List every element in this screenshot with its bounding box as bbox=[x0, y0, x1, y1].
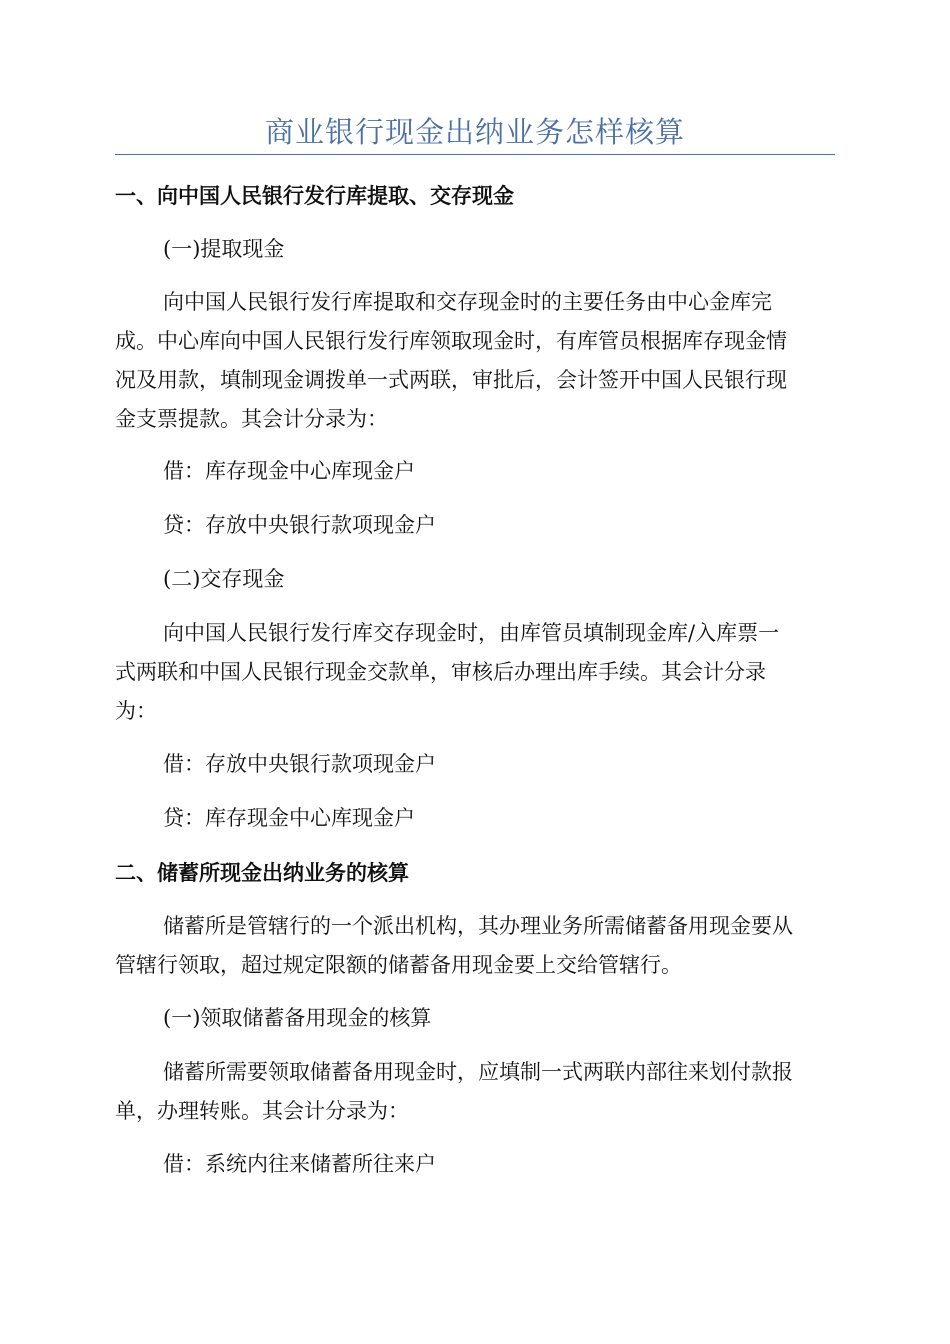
paragraph-line: 为： bbox=[115, 699, 157, 723]
paragraph-line: 储蓄所需要领取储蓄备用现金时，应填制一式两联内部往来划付款报 bbox=[163, 1060, 793, 1084]
subsection-heading: (二)交存现金 bbox=[163, 567, 285, 591]
title-underline bbox=[115, 154, 835, 155]
paragraph-line: 况及用款，填制现金调拨单一式两联，审批后，会计签开中国人民银行现 bbox=[115, 368, 787, 392]
paragraph-line: 储蓄所是管辖行的一个派出机构，其办理业务所需储蓄备用现金要从 bbox=[163, 914, 793, 938]
journal-entry-debit: 借：系统内往来储蓄所往来户 bbox=[163, 1152, 436, 1176]
journal-entry-credit: 贷：库存现金中心库现金户 bbox=[163, 806, 415, 830]
journal-entry-debit: 借：库存现金中心库现金户 bbox=[163, 459, 415, 483]
paragraph-line: 成。中心库向中国人民银行发行库领取现金时，有库管员根据库存现金情 bbox=[115, 329, 787, 353]
paragraph-line: 式两联和中国人民银行现金交款单，审核后办理出库手续。其会计分录 bbox=[115, 660, 766, 684]
section-heading: 一、向中国人民银行发行库提取、交存现金 bbox=[115, 183, 514, 208]
paragraph-line: 管辖行领取，超过规定限额的储蓄备用现金要上交给管辖行。 bbox=[115, 953, 682, 977]
subsection-heading: (一)领取储蓄备用现金的核算 bbox=[163, 1006, 432, 1030]
paragraph-line: 向中国人民银行发行库提取和交存现金时的主要任务由中心金库完 bbox=[163, 290, 772, 314]
paragraph-line: 向中国人民银行发行库交存现金时，由库管员填制现金库/入库票一 bbox=[163, 621, 780, 645]
journal-entry-credit: 贷：存放中央银行款项现金户 bbox=[163, 513, 436, 537]
paragraph-line: 单，办理转账。其会计分录为： bbox=[115, 1099, 409, 1123]
paragraph-line: 金支票提款。其会计分录为： bbox=[115, 407, 388, 431]
document-title: 商业银行现金出纳业务怎样核算 bbox=[264, 115, 685, 149]
section-heading: 二、储蓄所现金出纳业务的核算 bbox=[115, 860, 409, 885]
journal-entry-debit: 借：存放中央银行款项现金户 bbox=[163, 752, 436, 776]
subsection-heading: (一)提取现金 bbox=[163, 237, 285, 261]
